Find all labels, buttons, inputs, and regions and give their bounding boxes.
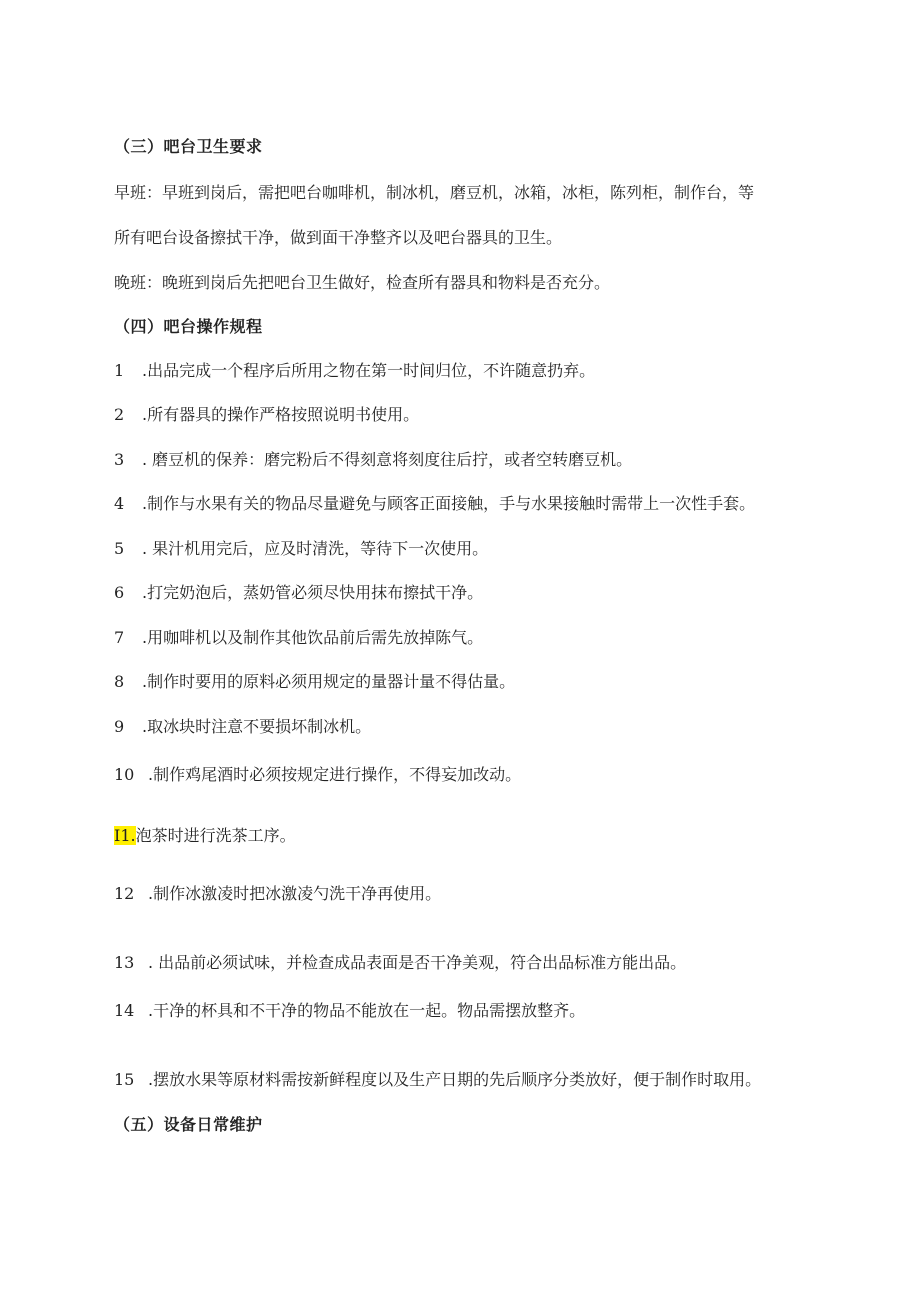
- rule-text: .制作鸡尾酒时必须按规定进行操作，不得妄加改动。: [148, 765, 522, 784]
- rule-item: [114, 883, 441, 905]
- rule-number: 10: [114, 765, 135, 784]
- section-title-maintenance: （五）设备日常维护: [114, 1115, 263, 1134]
- rule-number: 5: [114, 539, 125, 558]
- rule-number: 15: [114, 1070, 135, 1089]
- rule-item: [114, 821, 296, 851]
- rule-item: [114, 582, 483, 604]
- rule-item: [114, 716, 371, 738]
- rule-number: 2: [114, 405, 125, 424]
- rule-text: . 磨豆机的保养：磨完粉后不得刻意将刻度往后拧，或者空转磨豆机。: [142, 450, 633, 469]
- rule-text: .制作时要用的原料必须用规定的量器计量不得估量。: [142, 672, 516, 691]
- rule-item: [114, 493, 755, 515]
- rule-text: .所有器具的操作严格按照说明书使用。: [142, 405, 420, 424]
- rule-text: .取冰块时注意不要损坏制冰机。: [142, 717, 372, 736]
- rule-text: . 果汁机用完后，应及时清洗，等待下一次使用。: [142, 539, 489, 558]
- rule-text: .干净的杯具和不干净的物品不能放在一起。物品需摆放整齐。: [148, 1001, 586, 1020]
- morning-shift-line-1: 早班：早班到岗后，需把吧台咖啡机，制冰机，磨豆机，冰箱，冰柜，陈列柜，制作台，等: [114, 183, 755, 202]
- rule-text: 泡茶时进行洗茶工序。: [135, 826, 296, 845]
- rule-number: 12: [114, 884, 135, 903]
- rule-number: 7: [114, 628, 125, 647]
- rule-item: [114, 764, 521, 786]
- evening-shift-line: 晚班：晚班到岗后先把吧台卫生做好，检查所有器具和物料是否充分。: [114, 273, 611, 292]
- rule-item: [114, 538, 488, 560]
- rule-item: [114, 1000, 585, 1022]
- rule-number: 14: [114, 1001, 135, 1020]
- rule-number: 3: [114, 450, 125, 469]
- rule-number: 1: [114, 361, 125, 380]
- rule-text: .制作冰激凌时把冰激凌勺洗干净再使用。: [148, 884, 442, 903]
- rule-item: [114, 449, 632, 471]
- rule-text: .用咖啡机以及制作其他饮品前后需先放掉陈气。: [142, 628, 484, 647]
- rule-number-highlighted: I1.: [114, 826, 136, 845]
- section-title-hygiene: （三）吧台卫生要求: [114, 137, 263, 156]
- morning-shift-line-2: 所有吧台设备擦拭干净，做到面干净整齐以及吧台器具的卫生。: [114, 228, 563, 247]
- rule-text: .制作与水果有关的物品尽量避免与顾客正面接触，手与水果接触时需带上一次性手套。: [142, 494, 756, 513]
- rule-text: .出品完成一个程序后所用之物在第一时间归位，不许随意扔弃。: [142, 361, 596, 380]
- rule-text: .摆放水果等原材料需按新鲜程度以及生产日期的先后顺序分类放好，便于制作时取用。: [148, 1070, 762, 1089]
- rule-item: [114, 952, 686, 974]
- rule-number: 9: [114, 717, 125, 736]
- rule-item: [114, 404, 419, 426]
- rule-item: [114, 1069, 761, 1091]
- rule-text: .打完奶泡后，蒸奶管必须尽快用抹布擦拭干净。: [142, 583, 484, 602]
- section-title-operations: （四）吧台操作规程: [114, 317, 263, 336]
- rule-text: . 出品前必须试味，并检查成品表面是否干净美观，符合出品标准方能出品。: [148, 953, 687, 972]
- rule-number: 8: [114, 672, 125, 691]
- rule-number: 4: [114, 494, 125, 513]
- rule-number: 6: [114, 583, 125, 602]
- rule-item: [114, 671, 515, 693]
- rule-item: [114, 360, 595, 382]
- rule-item: [114, 627, 483, 649]
- rule-number: 13: [114, 953, 135, 972]
